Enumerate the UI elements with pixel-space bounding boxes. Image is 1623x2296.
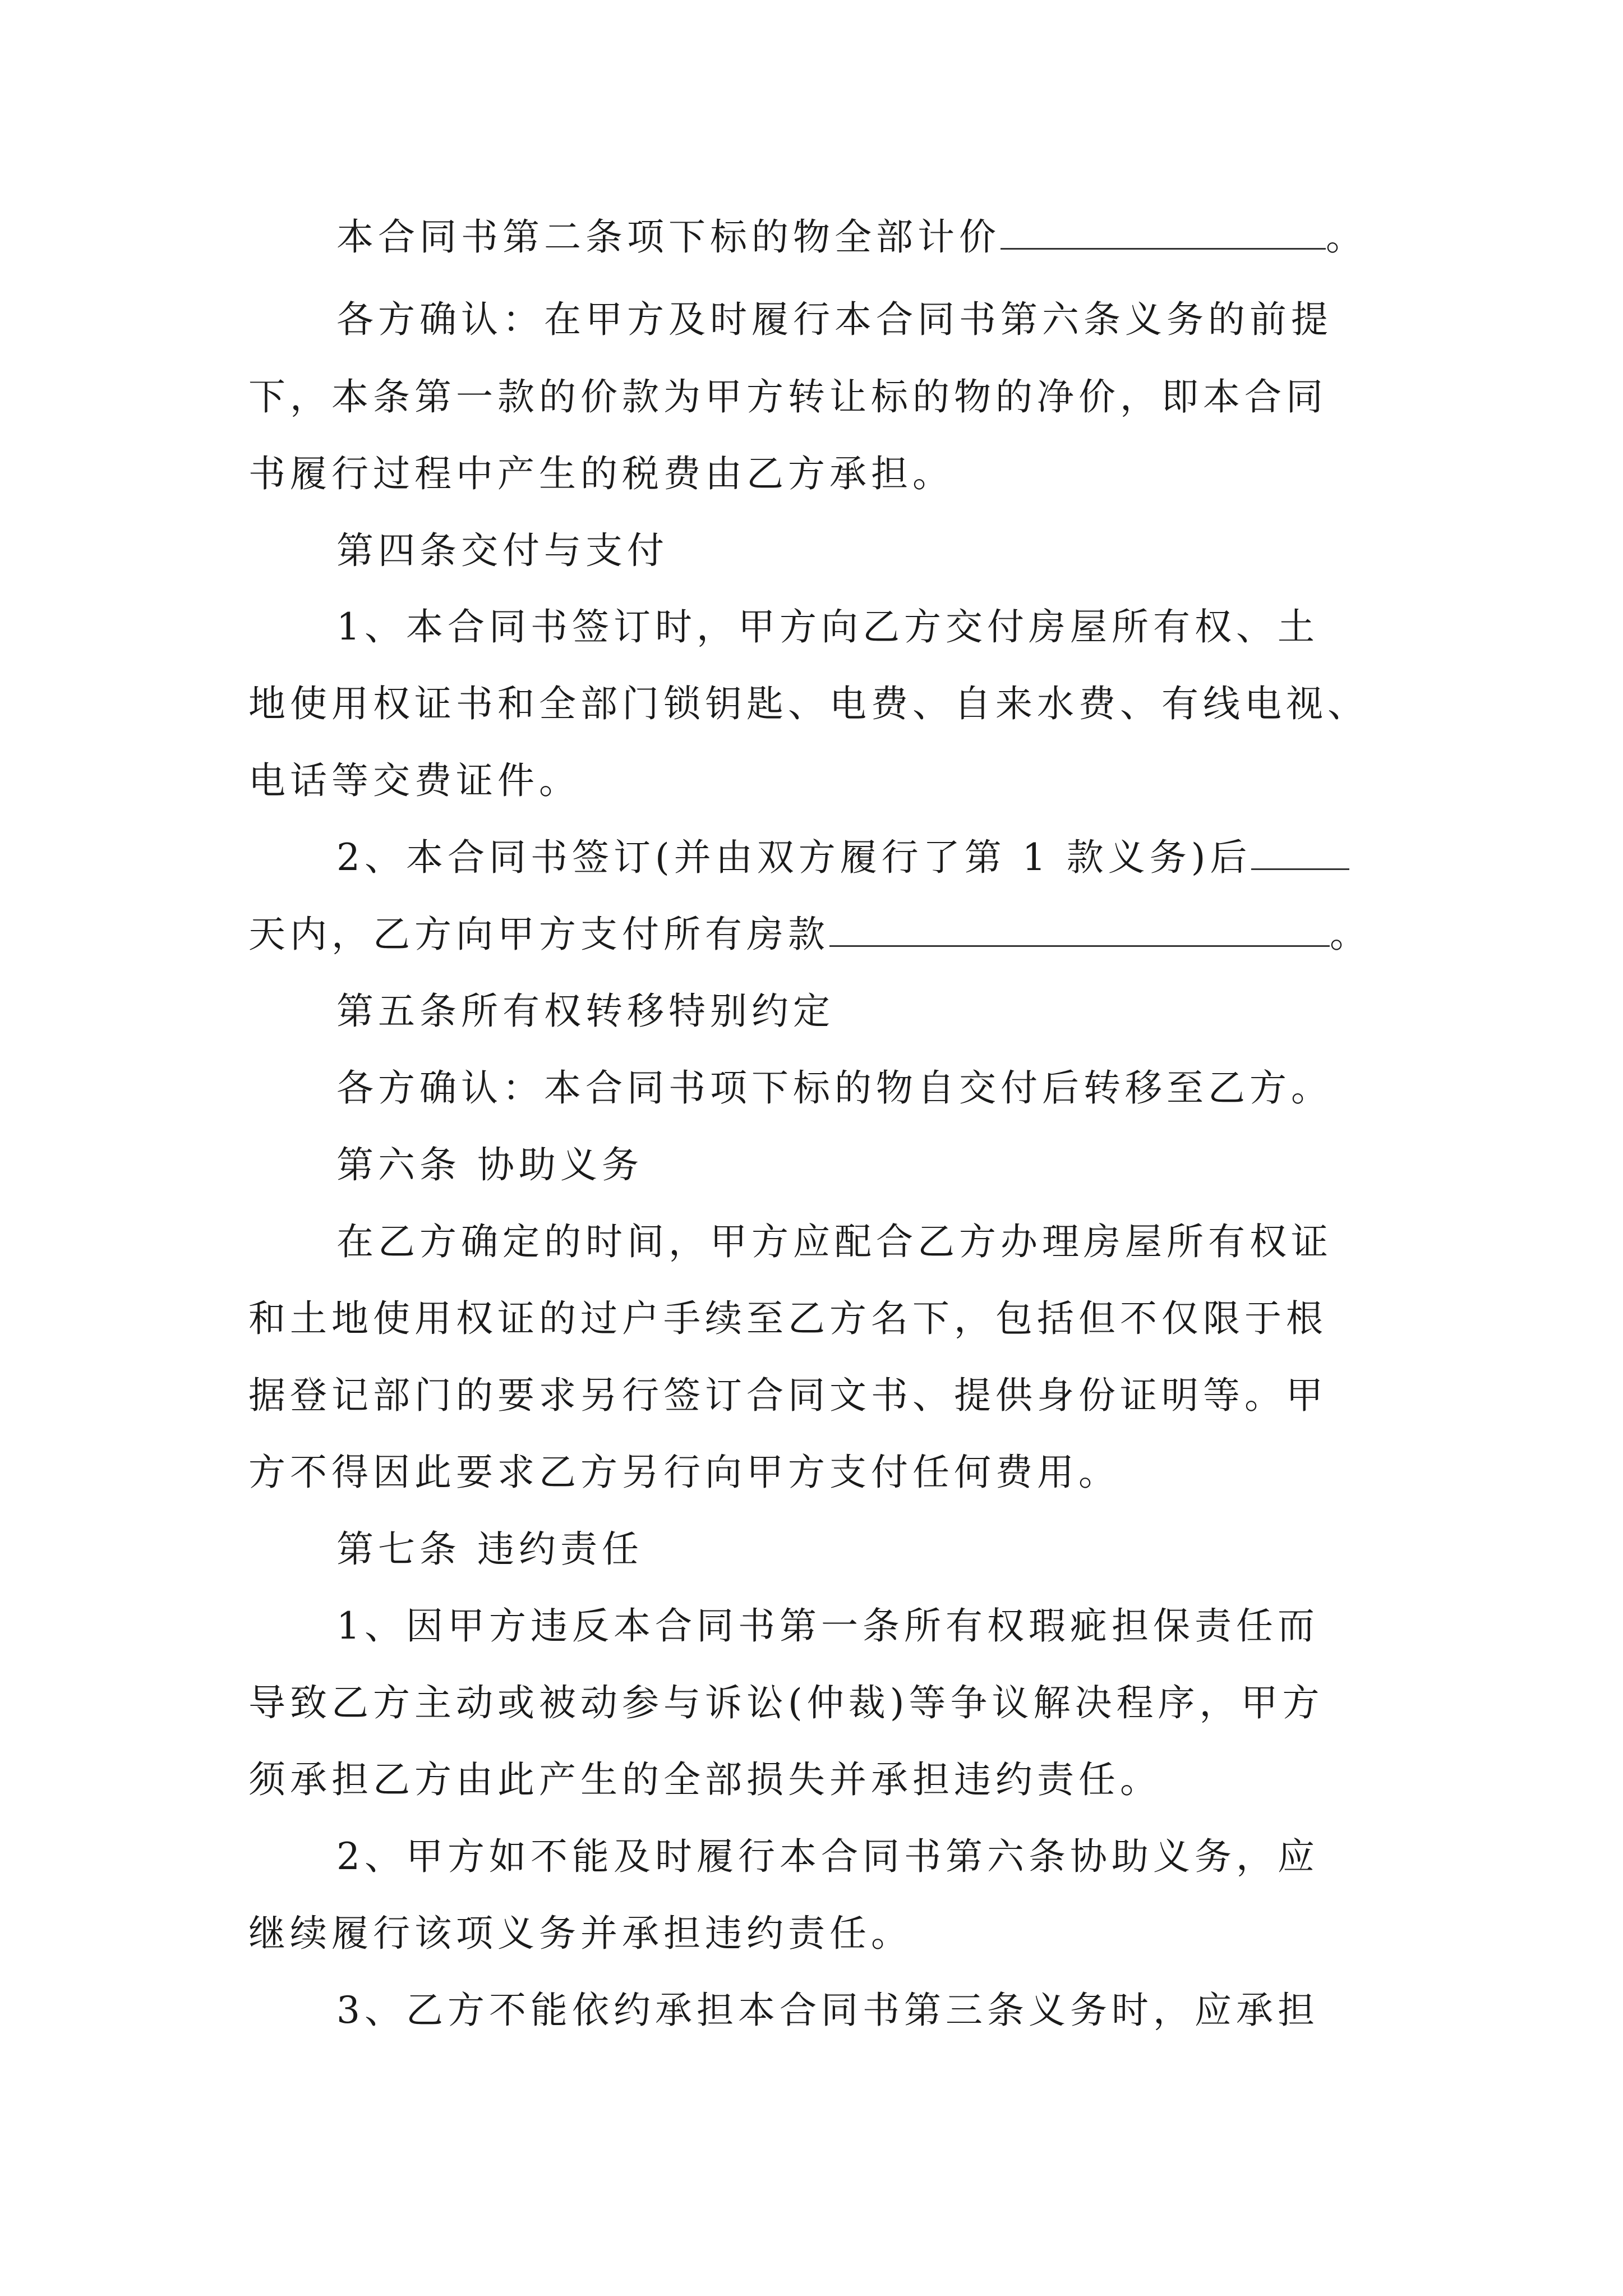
line-text: 第七条 违约责任 <box>336 1527 643 1571</box>
line-text: 据登记部门的要求另行签订合同文书、提供身份证明等。甲 <box>248 1374 1327 1417</box>
text-line <box>248 449 954 499</box>
line-text: 地使用权证书和全部门锁钥匙、电费、自来水费、有线电视、 <box>248 682 1369 725</box>
line-text: 第四条交付与支付 <box>336 529 668 572</box>
text-line <box>336 1985 1319 2036</box>
text-line <box>336 832 1349 883</box>
text-line <box>248 1755 1161 1805</box>
text-line <box>336 1832 1319 1882</box>
text-line <box>336 1601 1319 1651</box>
text-line <box>336 295 1332 345</box>
section-heading <box>336 526 668 576</box>
line-text: 2、本合同书签订(并由双方履行了第 1 款义务)后 <box>336 836 1252 879</box>
text-line <box>336 1063 1332 1114</box>
fill-in-blank <box>1000 215 1326 250</box>
text-line <box>248 1447 1120 1498</box>
line-text: 书履行过程中产生的税费由乙方承担。 <box>248 452 954 495</box>
line-text: 1、本合同书签订时，甲方向乙方交付房屋所有权、土 <box>336 605 1319 648</box>
text-line <box>248 1294 1327 1344</box>
line-text: 各方确认：本合同书项下标的物自交付后转移至乙方。 <box>336 1066 1332 1110</box>
section-heading <box>336 986 834 1037</box>
line-text: 下，本条第一款的价款为甲方转让标的物的净价，即本合同 <box>248 375 1327 418</box>
text-line <box>248 1678 1324 1728</box>
line-ending: 。 <box>1330 913 1371 956</box>
line-text: 3、乙方不能依约承担本合同书第三条义务时，应承担 <box>336 1989 1319 2032</box>
fill-in-blank <box>1251 836 1349 870</box>
line-text: 第六条 协助义务 <box>336 1143 643 1186</box>
text-line <box>336 1217 1332 1267</box>
text-line <box>248 1370 1327 1421</box>
line-ending: 。 <box>1326 215 1367 259</box>
line-text: 在乙方确定的时间，甲方应配合乙方办理房屋所有权证 <box>336 1220 1332 1263</box>
section-heading <box>336 1524 643 1575</box>
text-line <box>248 909 1371 960</box>
line-text: 2、甲方如不能及时履行本合同书第六条协助义务，应 <box>336 1835 1319 1878</box>
fill-in-blank <box>829 913 1330 947</box>
text-line <box>248 679 1369 729</box>
text-line <box>248 372 1327 422</box>
line-text: 导致乙方主动或被动参与诉讼(仲裁)等争议解决程序，甲方 <box>248 1681 1324 1724</box>
line-text: 须承担乙方由此产生的全部损失并承担违约责任。 <box>248 1758 1161 1801</box>
text-line <box>336 212 1367 263</box>
line-text: 各方确认：在甲方及时履行本合同书第六条义务的前提 <box>336 298 1332 341</box>
text-line <box>248 1908 912 1959</box>
line-text: 天内，乙方向甲方支付所有房款 <box>248 913 829 956</box>
line-text: 电话等交费证件。 <box>248 759 580 802</box>
text-line <box>336 602 1319 652</box>
text-line <box>248 756 580 806</box>
line-text: 继续履行该项义务并承担违约责任。 <box>248 1912 912 1955</box>
line-text: 本合同书第二条项下标的物全部计价 <box>336 215 1000 259</box>
section-heading <box>336 1140 643 1190</box>
line-text: 第五条所有权转移特别约定 <box>336 990 834 1033</box>
line-text: 方不得因此要求乙方另行向甲方支付任何费用。 <box>248 1451 1120 1494</box>
line-text: 1、因甲方违反本合同书第一条所有权瑕疵担保责任而 <box>336 1604 1319 1648</box>
line-text: 和土地使用权证的过户手续至乙方名下，包括但不仅限于根 <box>248 1297 1327 1340</box>
